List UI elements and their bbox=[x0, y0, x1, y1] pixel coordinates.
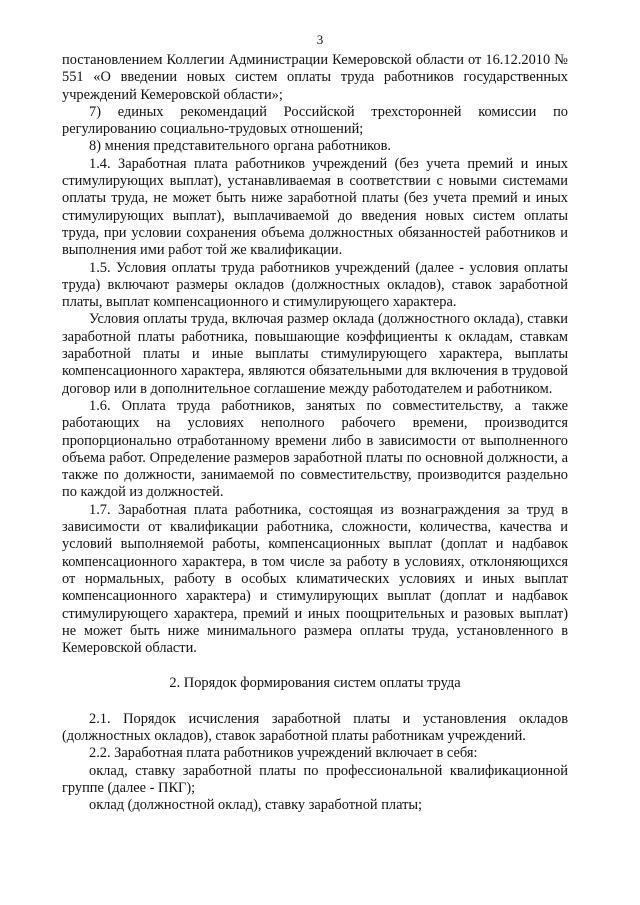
paragraph: 1.5. Условия оплаты труда работников учреждений (далее - условия оплаты труда) включают размеры окладов (должностных окладов), ставок заработной платы, выплат компенсационного и стимулирующего характера. bbox=[62, 259, 568, 311]
paragraphs-section-2 bbox=[62, 711, 568, 815]
document-body bbox=[62, 52, 568, 814]
section-heading: 2. Порядок формирования систем оплаты труда bbox=[169, 675, 461, 692]
paragraph: 2.1. Порядок исчисления заработной платы и установления окладов (должностных окладов), ставок заработной платы работникам учреждений. bbox=[62, 710, 568, 744]
paragraph: оклад (должностной оклад), ставку заработной платы; bbox=[89, 797, 423, 814]
paragraphs-section-1 bbox=[62, 52, 568, 657]
paragraph: постановлением Коллегии Администрации Кемеровской области от 16.12.2010 № 551 «О введении новых систем оплаты труда работников государственных учреждений Кемеровской области»; bbox=[62, 52, 568, 103]
paragraph: 1.6. Оплата труда работников, занятых по совместительству, а также работающих на условиях неполного рабочего времени, производится пропорционально отработанному времени либо в зависимости от выполненного объема работ. Определение размеров заработной платы по основной должности, а также по должности, занимаемой по совместительству, производится раздельно по каждой из должностей. bbox=[62, 397, 568, 501]
page-number: 3 bbox=[316, 32, 324, 47]
paragraph: 7) единых рекомендаций Российской трехсторонней комиссии по регулированию социально-трудовых отношений; bbox=[62, 103, 568, 138]
paragraph: 1.4. Заработная плата работников учреждений (без учета премий и иных стимулирующих выплат), устанавливаемая в соответствии с новыми системами оплаты труда, не может быть ниже заработной платы (без учета премий и иных стимулирующих выплат), выплачиваемой до введения новых систем оплаты труда, при условии сохранения объема должностных обязанностей работников и выполнения ими работ той же квалификации. bbox=[62, 155, 568, 259]
paragraph: 8) мнения представительного органа работников. bbox=[89, 138, 392, 155]
paragraph: оклад, ставку заработной платы по профессиональной квалификационной группе (далее - ПКГ); bbox=[62, 762, 568, 796]
paragraph: 2.2. Заработная плата работников учреждений включает в себя: bbox=[89, 745, 478, 762]
paragraph: Условия оплаты труда, включая размер оклада (должностного оклада), ставки заработной платы работника, повышающие коэффициенты к окладам, ставкам заработной платы и иные выплаты стимулирующего характера, выплаты компенсационного характера, являются обязательными для включения в трудовой договор или в дополнительное соглашение между работодателем и работником. bbox=[62, 311, 568, 397]
paragraph: 1.7. Заработная плата работника, состоящая из вознаграждения за труд в зависимости от квалификации работника, сложности, количества, качества и условий выполняемой работы, компенсационных выплат (доплат и надбавок компенсационного характера, в том числе за работу в условиях, отклоняющихся от нормальных, работу в особых климатических условиях и иных выплат компенсационного характера) и стимулирующих выплат (доплат и надбавок стимулирующего характера, премий и иных поощрительных и разовых выплат) не может быть ниже минимального размера оплаты труда, установленного в Кемеровской области. bbox=[62, 501, 568, 657]
